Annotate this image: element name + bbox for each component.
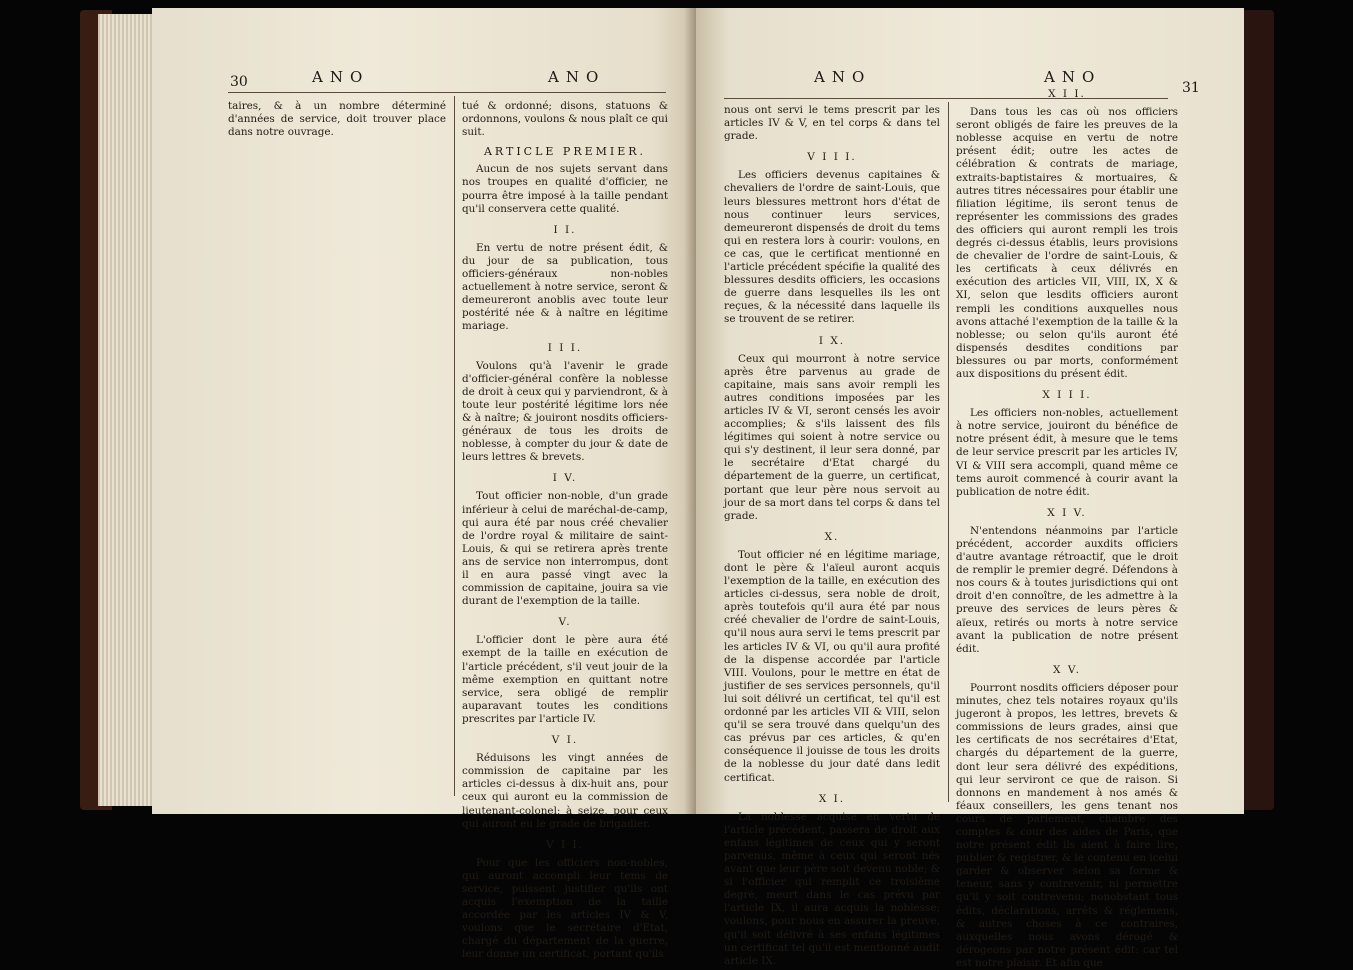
article-number: V I. — [551, 734, 579, 747]
article-number: X I. — [818, 792, 846, 805]
running-header-right: ANO — [1044, 68, 1102, 86]
right-column-2 — [956, 88, 1178, 969]
running-header-left: ANO — [814, 68, 872, 86]
paragraph: Tout officier non-noble, d'un grade inférieur à celui de maréchal-de-camp, qui aura été par nous créé chevalier de l'ordre royal & militaire de saint-Louis, & qui se retirera après trente ans de service non interrompus, dont il en aura passé vingt avec la commission de capitaine, jouira sa vie durant de l'exemption de la taille. — [462, 490, 668, 608]
page-number: 31 — [1182, 80, 1200, 96]
paragraph: Aucun de nos sujets servant dans nos troupes en qualité d'officier, ne pourra être imposé à la taille pendant qu'il conservera cette qualité. — [462, 163, 668, 215]
left-column-1 — [228, 100, 446, 800]
left-column-2 — [462, 100, 668, 961]
paragraph: Voulons qu'à l'avenir le grade d'officier-général confère la noblesse de droit à ceux qui y parviendront, & à toute leur postérité légitime lors née & à naître; & jouiront nosdits officiers-généraux de tous les droits de noblesse, à compter du jour & date de leurs lettres & brevets. — [462, 359, 668, 464]
article-number: I X. — [818, 334, 846, 347]
paragraph: Tout officier né en légitime mariage, dont le père & l'aïeul auront acquis l'exemption de la taille, en exécution des articles ci-dessus, sera noble de droit, après toutefois qu'il aura été par nous créé chevalier de l'ordre de saint-Louis, qu'il nous aura servi le tems prescrit par les articles IV & VI, ou qu'il aura profité de la dispense accordée par l'article VIII. Voulons, pour le mettre en état de justifier de ses services personnels, qu'il lui soit délivré un certificat, tel qu'il est ordonné par les articles VII & VIII, selon qu'il se sera trouvé dans quelqu'un des cas prévus par ces articles, & qu'en conséquence il jouisse de tous les droits de la noblesse du jour daté dans ledit certificat. — [724, 548, 940, 784]
article-number: X. — [824, 530, 840, 543]
article-number: X I I. — [1048, 88, 1086, 100]
paragraph: La noblesse acquise en vertu de l'article précédent, passera de droit aux enfans légitimes de ceux qui y seront parvenus, même à ceux qui seront nés avant que leur père soit devenu noble; & si l'officier qui remplit ce troisième degré, meurt dans le cas prévu par l'article IX, il aura acquis la noblesse; voulons, pour nous en assurer la preuve, qu'il soit délivré à ses enfans légitimes un certificat tel qu'il est mentionné audit article IX. — [724, 810, 940, 967]
paragraph: Pour que les officiers non-nobles, qui auront accompli leur tems de service, puissent justifier qu'ils ont acquis l'exemption de la taille accordée par les articles IV & V, voulons que le secrétaire d'Etat, chargé du département de la guerre, leur donne un certificat, portant qu'ils — [462, 856, 668, 961]
article-number: I V. — [552, 472, 578, 485]
left-page — [152, 8, 696, 961]
article-number: X I V. — [1047, 506, 1087, 519]
paragraph: En vertu de notre présent édit, & du jour de sa publication, tous officiers-généraux non-nobles actuellement à notre service, seront & demeureront anoblis avec toute leur postérité née & à naître en légitime mariage. — [462, 241, 668, 333]
article-number: V I I. — [546, 838, 584, 851]
paragraph: N'entendons néanmoins par l'article précédent, accorder auxdits officiers d'autre avantage rétroactif, que le droit de remplir le premier degré. Défendons à nos cours & à toutes jurisdictions qui ont droit d'en connoître, de les admettre à la preuve des services de leurs pères & aïeux, retirés ou morts à notre service avant la publication de notre présent édit. — [956, 524, 1178, 655]
paragraph: Pourront nosdits officiers déposer pour minutes, chez tels notaires royaux qu'ils jugeront à propos, les lettres, brevets & commissions de leurs grades, ainsi que les certificats de nos secrétaires d'Etat, chargés du département de la guerre, dont leur sera délivré des expéditions, qui leur serviront ce que de raison. Si donnons en mandement à nos amés & féaux conseillers, les gens tenant nos cours de parlement, chambre des comptes & cour des aides de Paris, que notre présent édit ils aient à faire lire, publier & registrer, & le contenu en icelui garder & observer selon sa forme & teneur, sans y contrevenir, ni permettre qu'il y soit contrevenu; nonobstant tous édits, déclarations, arrêts & réglemens, & autres choses à ce contraires, auxquelles nous avons dérogé & dérogeons par notre présent édit: car tel est notre plaisir. Et afin que — [956, 681, 1178, 969]
running-header-right: ANO — [548, 68, 606, 86]
right-page — [696, 8, 1244, 969]
paragraph: tué & ordonné; disons, statuons & ordonnons, voulons & nous plaît ce qui suit. — [462, 100, 668, 139]
column-rule — [948, 102, 949, 802]
paragraph: Réduisons les vingt années de commission de capitaine par les articles ci-dessus à dix-huit ans, pour ceux qui auront eu la commission de lieutenant-colonel; à seize, pour ceux qui auront eu le grade de brigadier. — [462, 752, 668, 830]
paragraph: Les officiers devenus capitaines & chevaliers de l'ordre de saint-Louis, que leurs blessures mettront hors d'état de nous continuer leurs services, demeureront dispensés de droit du tems qui en restera lors à courir: voulons, en ce cas, que le certificat mentionné en l'article précédent spécifie la qualité des blessures desdits officiers, les occasions de guerre dans lesquelles ils les ont reçues, & la nécessité dans laquelle ils se trouvent de se retirer. — [724, 169, 940, 326]
article-number: V. — [558, 616, 572, 629]
paragraph: taires, & à un nombre déterminé d'années de service, doit trouver place dans notre ouvrage. — [228, 100, 446, 139]
running-header-left: ANO — [312, 68, 370, 86]
page-number: 30 — [230, 74, 248, 90]
paragraph: Dans tous les cas où nos officiers seront obligés de faire les preuves de la noblesse acquise en vertu de notre présent édit; outre les actes de célébration & contrats de mariage, extraits-baptistaires & mortuaires, & autres titres nécessaires pour établir une filiation légitime, ils seront tenus de représenter les commissions des grades des officiers qui auront rempli les trois degrés ci-dessus établis, leurs provisions de chevalier de l'ordre de saint-Louis, & les certificats à ceux délivrés en exécution des articles VII, VIII, IX, X & XI, selon que lesdits officiers auront rempli les conditions auxquelles nous avons attaché l'exemption de la taille & la noblesse; ou selon qu'ils auront été dispensés desdites conditions par blessures ou par morts, conformément aux dispositions du présent édit. — [956, 106, 1178, 380]
paragraph: nous ont servi le tems prescrit par les articles IV & V, en tel corps & dans tel grade. — [724, 104, 940, 143]
book-cover-right — [1244, 10, 1274, 810]
paragraph: Ceux qui mourront à notre service après être parvenus au grade de capitaine, mais sans avoir rempli les autres conditions imposées par les articles IV & VI, seront censés les avoir accomplies; & s'ils laissent des fils légitimes qui soient à notre service ou qui s'y destinent, il leur sera donné, par le secrétaire d'Etat chargé du département de la guerre, un certificat, portant que leur père nous servoit au jour de sa mort dans tel corps & dans tel grade. — [724, 352, 940, 522]
article-number: V I I I. — [807, 151, 857, 164]
page-edges — [98, 14, 158, 806]
article-number: X I I I. — [1042, 389, 1092, 402]
paragraph: Les officiers non-nobles, actuellement à notre service, jouiront du bénéfice de notre présent édit, à mesure que le tems de leur service prescrit par les articles IV, VI & VIII sera accompli, quand même ce tems auroit commencé à courir avant la publication de notre édit. — [956, 407, 1178, 498]
paragraph: L'officier dont le père aura été exempt de la taille en exécution de l'article précédent, s'il veut jouir de la même exemption en quittant notre service, sera obligé de remplir auparavant toutes les conditions prescrites par l'article IV. — [462, 634, 668, 725]
article-heading: ARTICLE PREMIER. — [483, 145, 647, 159]
column-rule — [454, 96, 455, 796]
right-column-1 — [724, 104, 940, 967]
article-number: I I. — [553, 223, 577, 236]
article-number: X V. — [1053, 663, 1081, 676]
article-number: I I I. — [547, 341, 583, 354]
header-rule — [228, 92, 666, 93]
